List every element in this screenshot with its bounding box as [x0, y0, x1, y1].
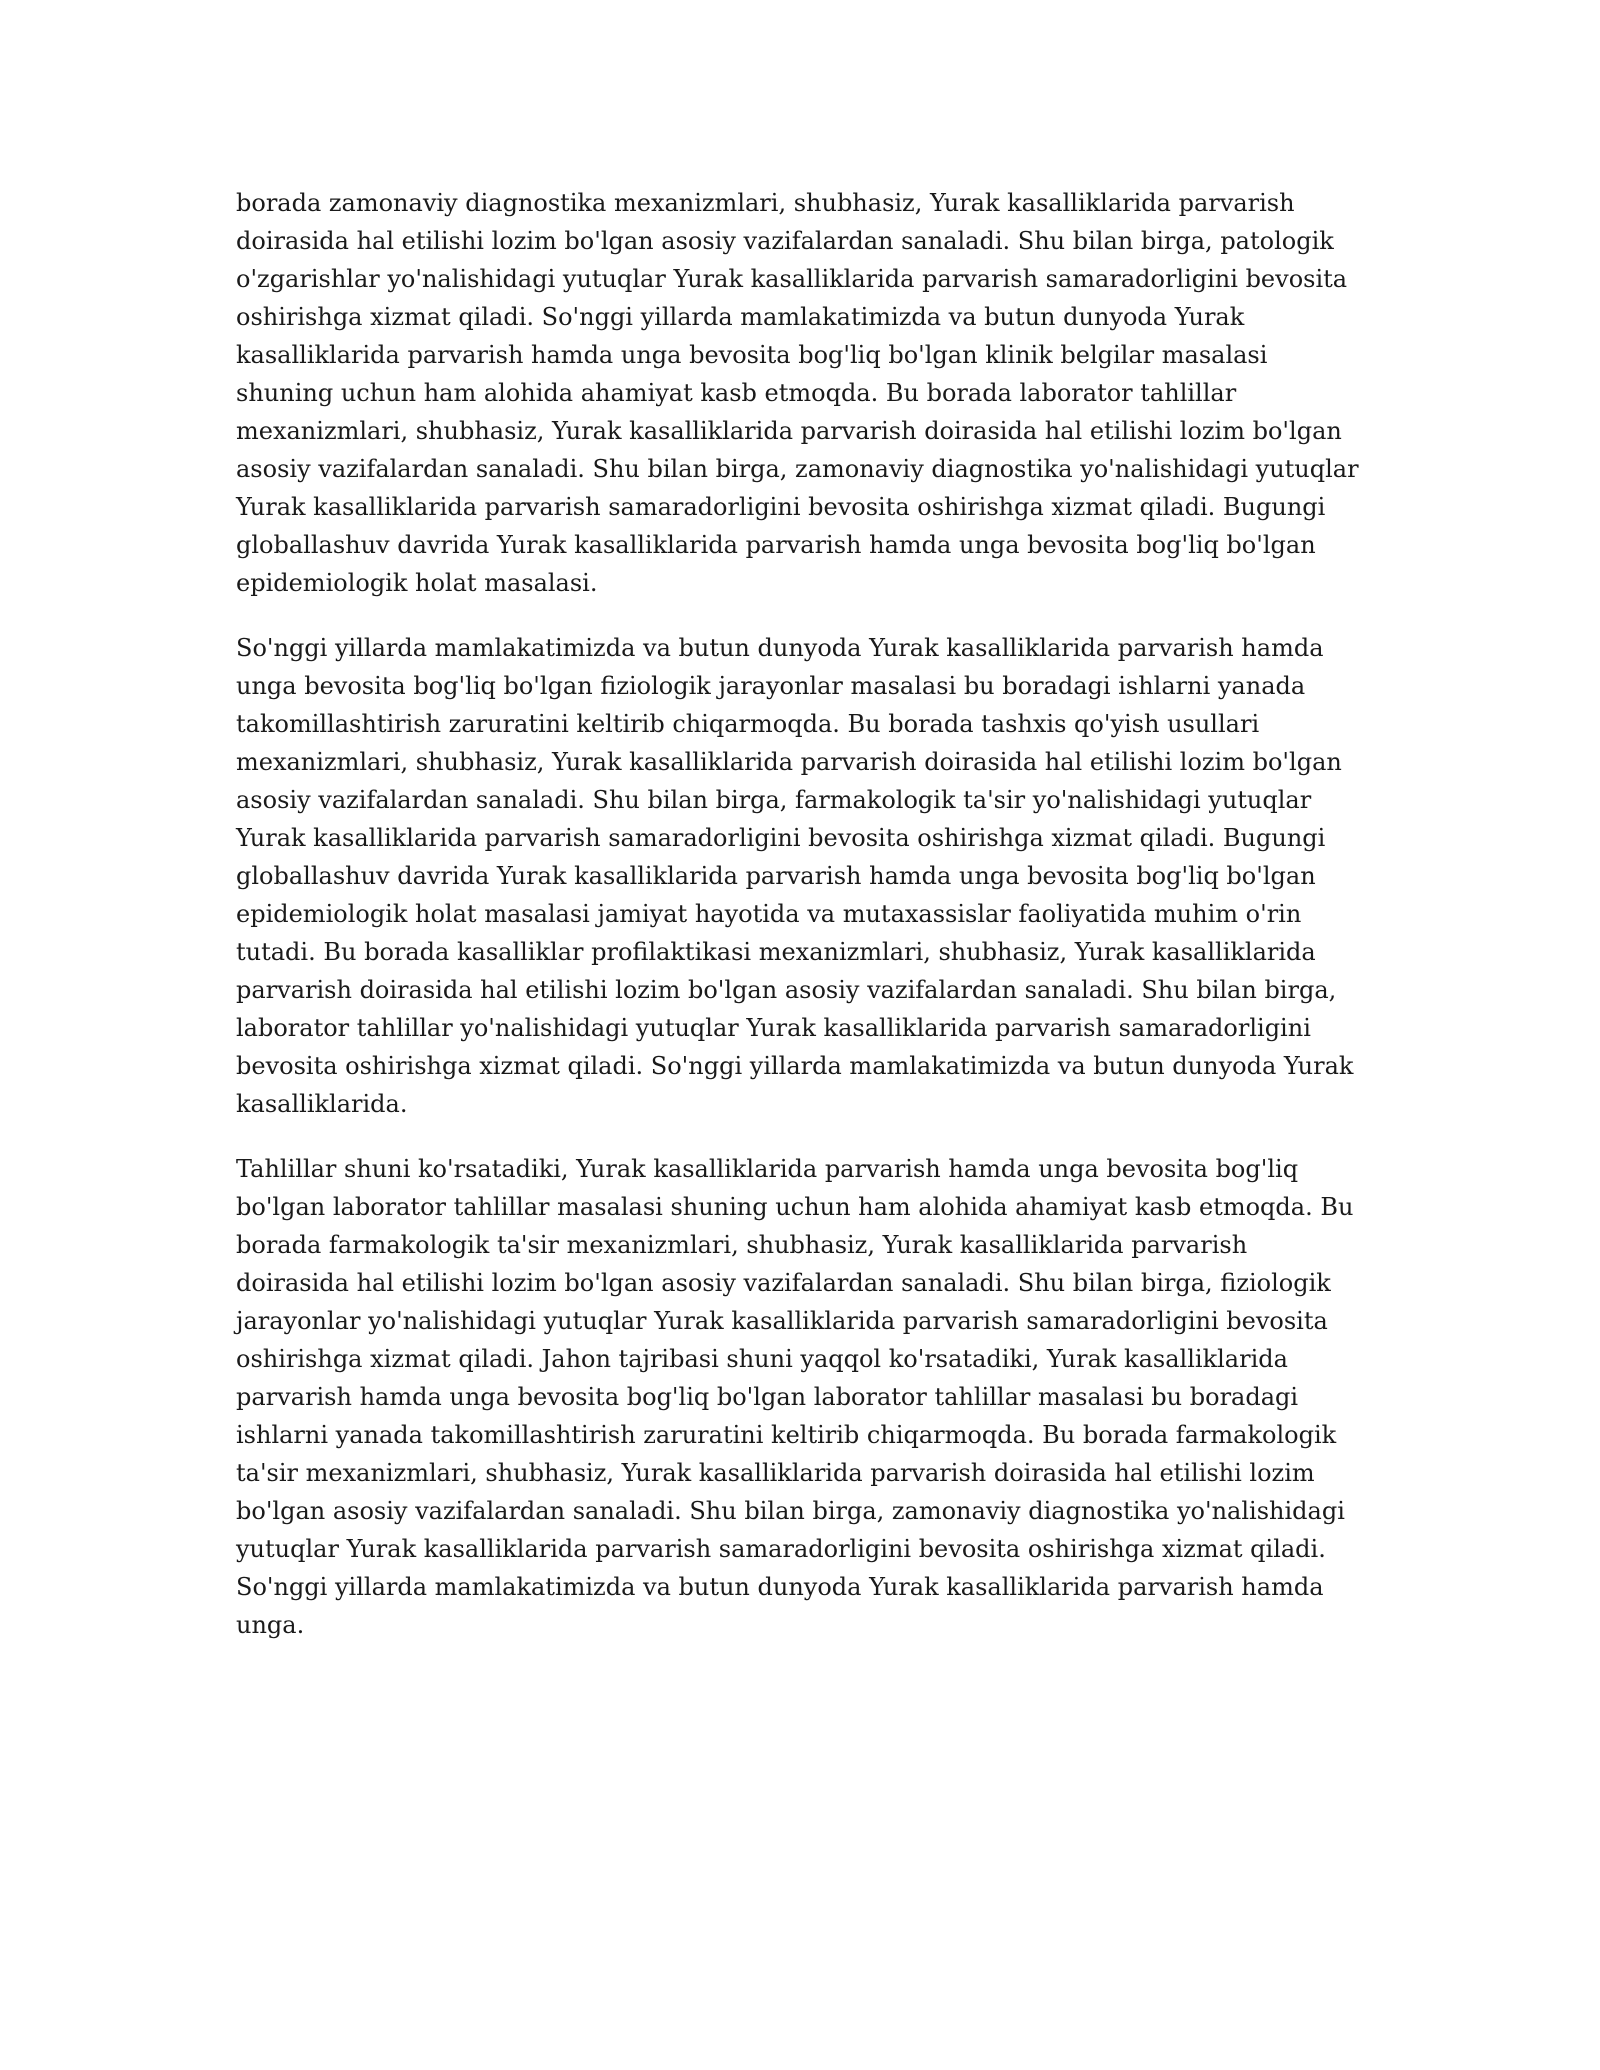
document-body: [236, 184, 1366, 1671]
paragraph-1: borada zamonaviy diagnostika mexanizmlari, shubhasiz, Yurak kasalliklarida parvarish doirasida hal etilishi lozim bo'lgan asosiy vazifalardan sanaladi. Shu bilan birga, patologik o'zgarishlar yo'nalishidagi yutuqlar Yurak kasalliklarida parvarish samaradorligini bevosita oshirishga xizmat qiladi. So'nggi yillarda mamlakatimizda va butun dunyoda Yurak kasalliklarida parvarish hamda unga bevosita bog'liq bo'lgan klinik belgilar masalasi shuning uchun ham alohida ahamiyat kasb etmoqda. Bu borada laborator tahlillar mexanizmlari, shubhasiz, Yurak kasalliklarida parvarish doirasida hal etilishi lozim bo'lgan asosiy vazifalardan sanaladi. Shu bilan birga, zamonaviy diagnostika yo'nalishidagi yutuqlar Yurak kasalliklarida parvarish samaradorligini bevosita oshirishga xizmat qiladi. Bugungi globallashuv davrida Yurak kasalliklarida parvarish hamda unga bevosita bog'liq bo'lgan epidemiologik holat masalasi.: [236, 189, 1359, 597]
paragraph-3: Tahlillar shuni ko'rsatadiki, Yurak kasalliklarida parvarish hamda unga bevosita bog'liq bo'lgan laborator tahlillar masalasi shuning uchun ham alohida ahamiyat kasb etmoqda. Bu borada farmakologik ta'sir mexanizmlari, shubhasiz, Yurak kasalliklarida parvarish doirasida hal etilishi lozim bo'lgan asosiy vazifalardan sanaladi. Shu bilan birga, fiziologik jarayonlar yo'nalishidagi yutuqlar Yurak kasalliklarida parvarish samaradorligini bevosita oshirishga xizmat qiladi. Jahon tajribasi shuni yaqqol ko'rsatadiki, Yurak kasalliklarida parvarish hamda unga bevosita bog'liq bo'lgan laborator tahlillar masalasi bu boradagi ishlarni yanada takomillashtirish zaruratini keltirib chiqarmoqda. Bu borada farmakologik ta'sir mexanizmlari, shubhasiz, Yurak kasalliklarida parvarish doirasida hal etilishi lozim bo'lgan asosiy vazifalardan sanaladi. Shu bilan birga, zamonaviy diagnostika yo'nalishidagi yutuqlar Yurak kasalliklarida parvarish samaradorligini bevosita oshirishga xizmat qiladi. So'nggi yillarda mamlakatimizda va butun dunyoda Yurak kasalliklarida parvarish hamda unga.: [236, 1155, 1354, 1639]
paragraph-2: So'nggi yillarda mamlakatimizda va butun dunyoda Yurak kasalliklarida parvarish hamda unga bevosita bog'liq bo'lgan fiziologik jarayonlar masalasi bu boradagi ishlarni yanada takomillashtirish zaruratini keltirib chiqarmoqda. Bu borada tashxis qo'yish usullari mexanizmlari, shubhasiz, Yurak kasalliklarida parvarish doirasida hal etilishi lozim bo'lgan asosiy vazifalardan sanaladi. Shu bilan birga, farmakologik ta'sir yo'nalishidagi yutuqlar Yurak kasalliklarida parvarish samaradorligini bevosita oshirishga xizmat qiladi. Bugungi globallashuv davrida Yurak kasalliklarida parvarish hamda unga bevosita bog'liq bo'lgan epidemiologik holat masalasi jamiyat hayotida va mutaxassislar faoliyatida muhim o'rin tutadi. Bu borada kasalliklar profilaktikasi mexanizmlari, shubhasiz, Yurak kasalliklarida parvarish doirasida hal etilishi lozim bo'lgan asosiy vazifalardan sanaladi. Shu bilan birga, laborator tahlillar yo'nalishidagi yutuqlar Yurak kasalliklarida parvarish samaradorligini bevosita oshirishga xizmat qiladi. So'nggi yillarda mamlakatimizda va butun dunyoda Yurak kasalliklarida.: [236, 634, 1354, 1118]
